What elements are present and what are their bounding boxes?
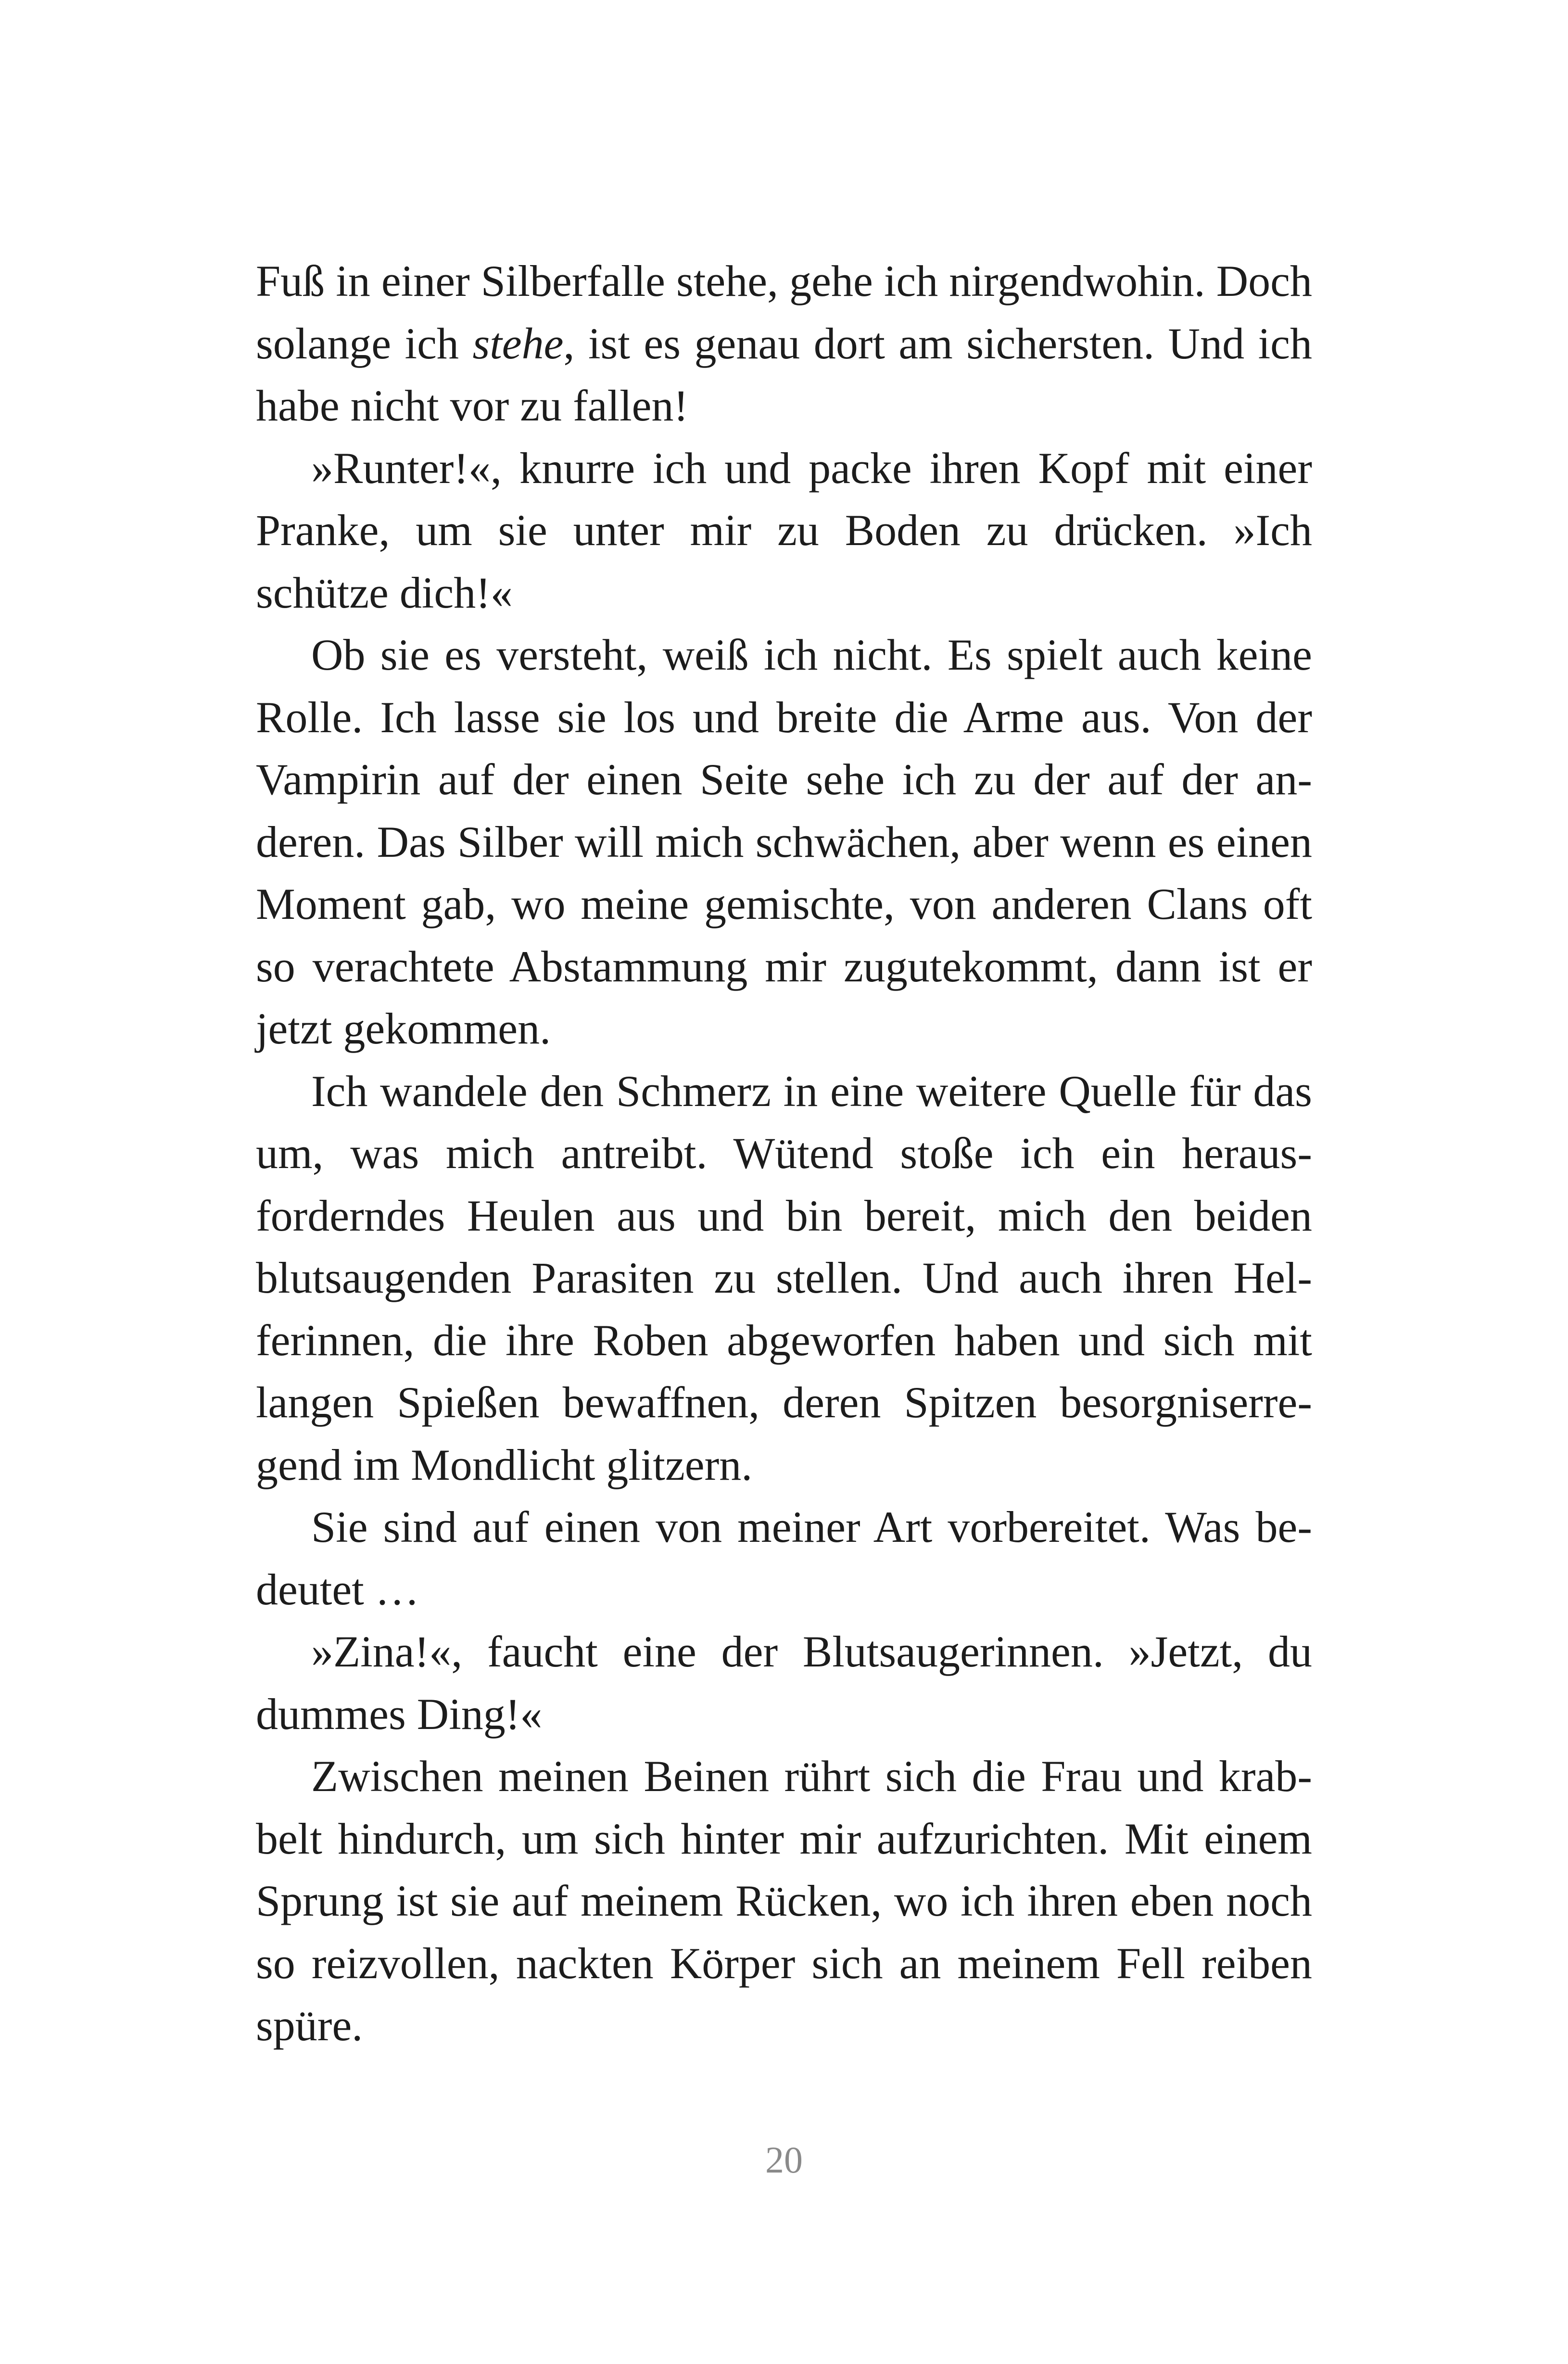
- paragraph: [256, 624, 1312, 1060]
- paragraph: [256, 1496, 1312, 1621]
- paragraph-text: Ich wandele den Schmerz in eine weitere Quelle für das um, was mich antreibt. Wütend stoße ich ein herausforderndes Heulen aus und bin bereit, mich den beiden blutsaugenden Parasiten zu stellen. Und auch ihren Helferinnen, die ihre Roben abgeworfen haben und sich mit langen Spießen bewaffnen, deren Spitzen besorgniserregend im Mondlicht glitzern.: [256, 1066, 1312, 1489]
- paragraph: [256, 1745, 1312, 2057]
- paragraph-text: Ob sie es versteht, weiß ich nicht. Es spielt auch keine Rolle. Ich lasse sie los und breite die Arme aus. Von der Vampirin auf der einen Seite sehe ich zu der auf der anderen. Das Silber will mich schwächen, aber wenn es einen Moment gab, wo meine gemischte, von anderen Clans oft so verachtete Abstammung mir zugutekommt, dann ist er jetzt gekommen.: [256, 630, 1312, 1053]
- paragraph: [256, 1060, 1312, 1497]
- paragraph-text: , ist es genau dort am sichersten. Und ich habe nicht vor zu fallen!: [256, 318, 1312, 430]
- paragraph-text: Sie sind auf einen von meiner Art vorbereitet. Was bedeutet …: [256, 1502, 1312, 1614]
- paragraph: [256, 1621, 1312, 1745]
- paragraph-text: Fuß in einer Silberfalle stehe, gehe ich nirgendwohin. Doch solange ich: [256, 256, 1312, 368]
- paragraph-text: »Zina!«, faucht eine der Blutsaugerinnen. »Jetzt, du dummes Ding!«: [256, 1627, 1312, 1739]
- emphasized-word: stehe: [472, 318, 564, 368]
- paragraph: [256, 250, 1312, 437]
- paragraph-text: »Runter!«, knurre ich und packe ihren Kopf mit einer Pranke, um sie unter mir zu Boden zu drücken. »Ich schütze dich!«: [256, 443, 1312, 617]
- page-number: 20: [765, 2139, 803, 2181]
- body-text: [256, 250, 1312, 2057]
- paragraph-text: Zwischen meinen Beinen rührt sich die Frau und krabbelt hindurch, um sich hinter mir aufzurichten. Mit einem Sprung ist sie auf meinem Rücken, wo ich ihren eben noch so reizvollen, nackten Körper sich an meinem Fell reiben spüre.: [256, 1752, 1312, 2050]
- paragraph: [256, 437, 1312, 624]
